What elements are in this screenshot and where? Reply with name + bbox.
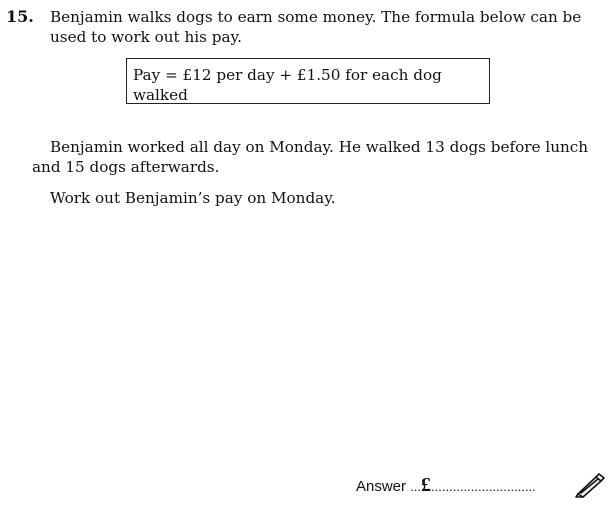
question-number: 15. xyxy=(6,7,34,26)
formula-text: Pay = £12 per day + £1.50 for each dog walked xyxy=(133,66,442,104)
question-body: Benjamin worked all day on Monday. He walked 13 dogs before lunch and 15 dogs afterwards. xyxy=(32,138,589,176)
question-task: Work out Benjamin’s pay on Monday. xyxy=(50,189,336,207)
answer-label: Answer xyxy=(356,478,407,495)
formula-box xyxy=(126,58,490,104)
pen-icon xyxy=(574,472,606,498)
answer-line[interactable] xyxy=(356,472,536,500)
answer-trailing-dots: ............................. xyxy=(431,479,536,494)
answer-currency: £ xyxy=(421,474,432,496)
answer-leading-dots: ... xyxy=(410,479,422,494)
question-intro: Benjamin walks dogs to earn some money. The formula below can be used to work out his pay. xyxy=(50,8,582,46)
